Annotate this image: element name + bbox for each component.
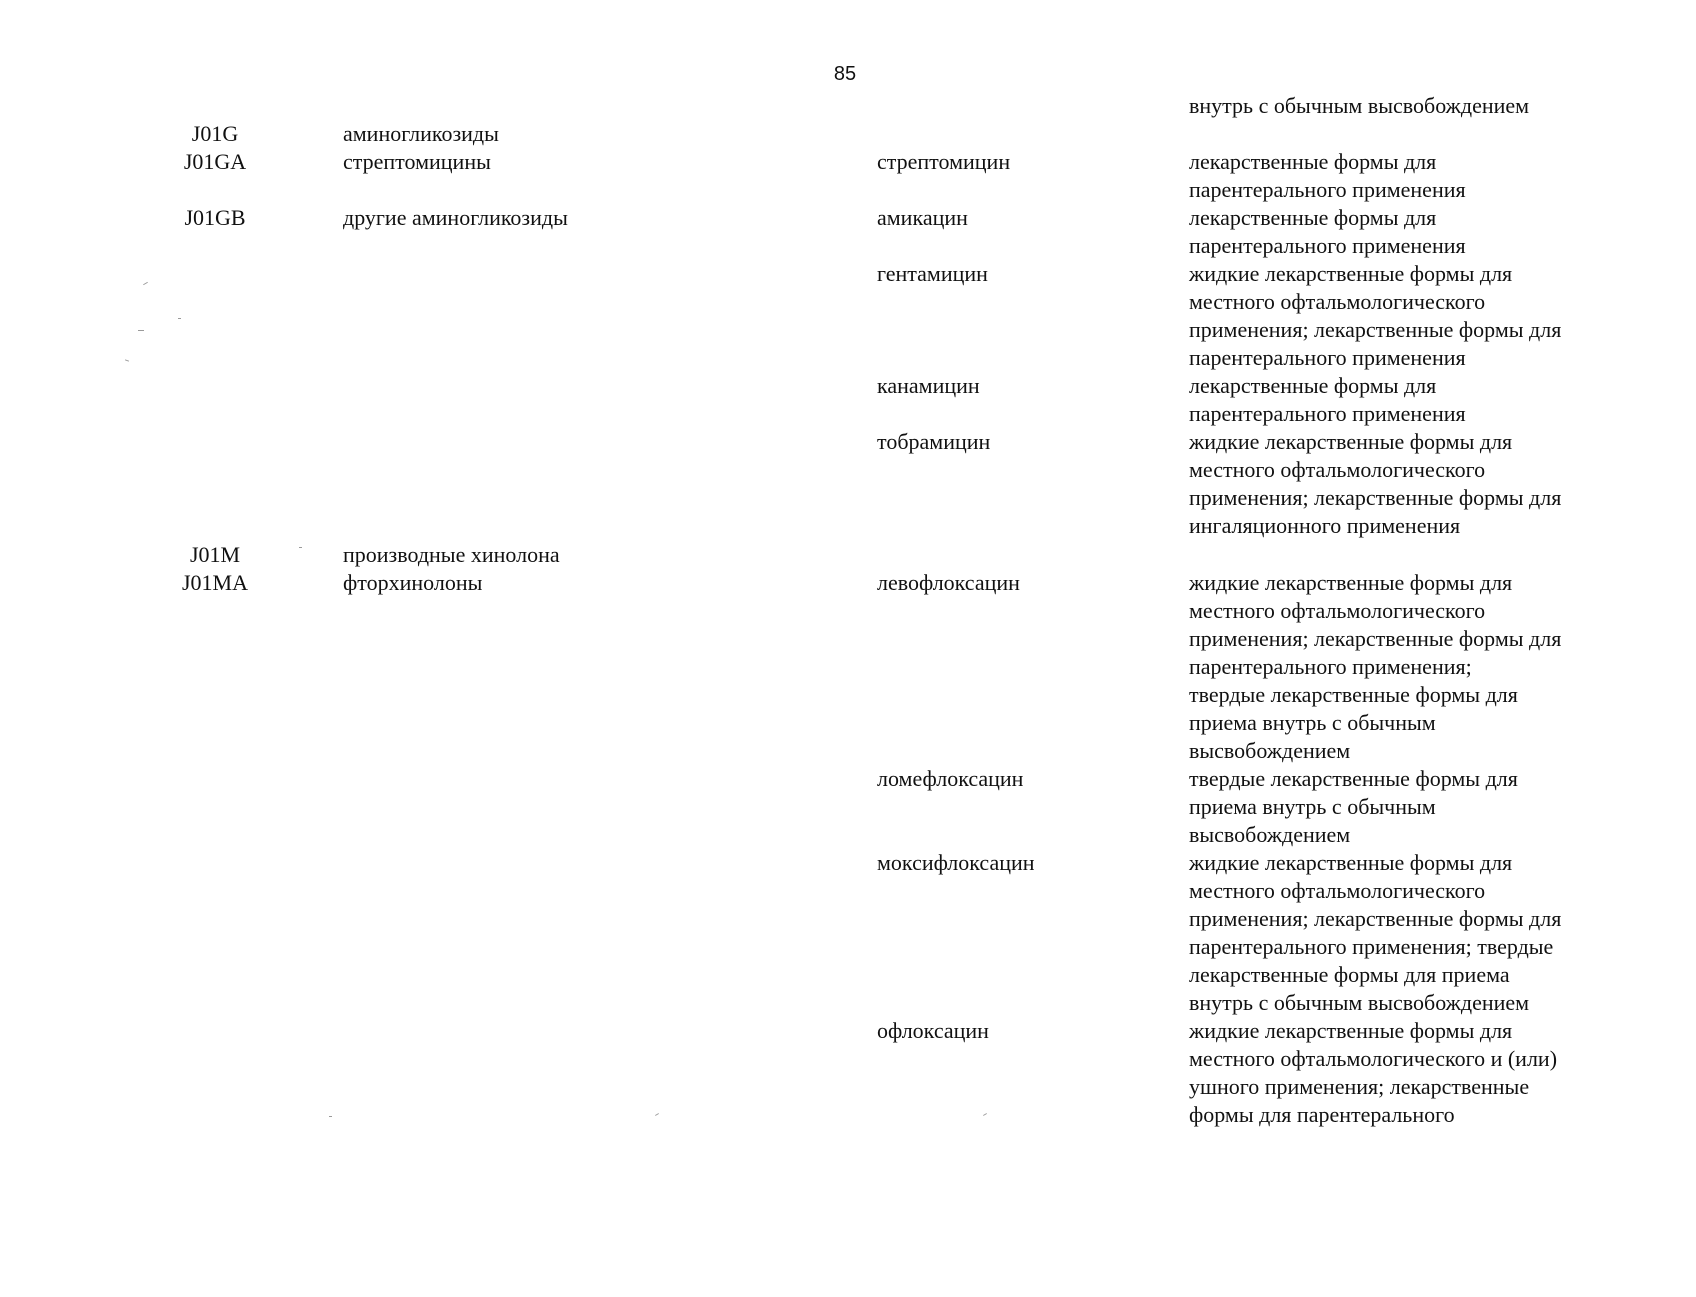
dosage-form-line: местного офтальмологического xyxy=(1189,457,1486,482)
dosage-form-line: ушного применения; лекарственные xyxy=(1189,1074,1530,1099)
dosage-form-line: высвобождением xyxy=(1189,738,1351,763)
dosage-form-line: приема внутрь с обычным xyxy=(1189,710,1436,735)
dosage-form-line: местного офтальмологического xyxy=(1189,878,1486,903)
dosage-forms xyxy=(1189,260,1629,372)
atc-code: J01GA xyxy=(183,149,247,174)
page-number: 85 xyxy=(833,63,857,85)
drug-name: амикацин xyxy=(877,205,968,230)
dosage-form-line: парентерального применения xyxy=(1189,401,1466,426)
atc-code: J01M xyxy=(189,542,241,567)
scan-speck xyxy=(299,547,302,548)
atc-code: J01MA xyxy=(181,570,248,595)
atc-group-name: производные хинолона xyxy=(343,542,560,567)
dosage-form-line: твердые лекарственные формы для xyxy=(1189,766,1518,791)
dosage-forms xyxy=(1189,765,1629,849)
atc-group-name: аминогликозиды xyxy=(343,121,499,146)
dosage-forms xyxy=(1189,1017,1629,1129)
dosage-form-line: парентерального применения; xyxy=(1189,654,1472,679)
dosage-form-line: парентерального применения; твердые xyxy=(1189,934,1554,959)
scan-speck xyxy=(138,330,144,331)
dosage-form-line: парентерального применения xyxy=(1189,345,1466,370)
dosage-form-line: местного офтальмологического xyxy=(1189,598,1486,623)
dosage-form-line: жидкие лекарственные формы для xyxy=(1189,429,1513,454)
atc-group-name: стрептомицины xyxy=(343,149,491,174)
table-row xyxy=(0,1017,1696,1297)
dosage-form-line: приема внутрь с обычным xyxy=(1189,794,1436,819)
dosage-form-line: твердые лекарственные формы для xyxy=(1189,682,1518,707)
dosage-forms xyxy=(1189,849,1629,1017)
drug-name: стрептомицин xyxy=(877,149,1011,174)
atc-code: J01GB xyxy=(184,205,246,230)
scan-speck xyxy=(178,318,181,319)
dosage-form-line: лекарственные формы для приема xyxy=(1189,962,1510,987)
dosage-forms xyxy=(1189,204,1629,260)
dosage-form-line: применения; лекарственные формы для xyxy=(1189,317,1562,342)
dosage-form-line: внутрь с обычным высвобождением xyxy=(1189,93,1530,118)
drug-name: офлоксацин xyxy=(877,1018,989,1043)
dosage-form-line: применения; лекарственные формы для xyxy=(1189,626,1562,651)
dosage-form-line: лекарственные формы для xyxy=(1189,205,1437,230)
dosage-form-line: жидкие лекарственные формы для xyxy=(1189,261,1513,286)
dosage-form-line: лекарственные формы для xyxy=(1189,149,1437,174)
dosage-form-line: ингаляционного применения xyxy=(1189,513,1461,538)
drug-name: гентамицин xyxy=(877,261,988,286)
dosage-form-line: жидкие лекарственные формы для xyxy=(1189,1018,1513,1043)
scan-speck xyxy=(329,1116,332,1117)
dosage-form-line: формы для парентерального xyxy=(1189,1102,1455,1127)
atc-group-name: другие аминогликозиды xyxy=(343,205,568,230)
dosage-forms xyxy=(1189,92,1629,120)
dosage-form-line: жидкие лекарственные формы для xyxy=(1189,570,1513,595)
drug-name: ломефлоксацин xyxy=(877,766,1024,791)
atc-code: J01G xyxy=(191,121,239,146)
dosage-form-line: парентерального применения xyxy=(1189,233,1466,258)
drug-name: левофлоксацин xyxy=(877,570,1020,595)
dosage-form-line: жидкие лекарственные формы для xyxy=(1189,850,1513,875)
dosage-form-line: парентерального применения xyxy=(1189,177,1466,202)
dosage-form-line: высвобождением xyxy=(1189,822,1351,847)
dosage-form-line: местного офтальмологического xyxy=(1189,289,1486,314)
dosage-form-line: применения; лекарственные формы для xyxy=(1189,485,1562,510)
dosage-form-line: внутрь с обычным высвобождением xyxy=(1189,990,1530,1015)
dosage-forms xyxy=(1189,148,1629,204)
drug-name: канамицин xyxy=(877,373,980,398)
dosage-forms xyxy=(1189,569,1629,765)
dosage-forms xyxy=(1189,372,1629,428)
drug-name: моксифлоксацин xyxy=(877,850,1035,875)
drug-name: тобрамицин xyxy=(877,429,991,454)
atc-group-name: фторхинолоны xyxy=(343,570,483,595)
dosage-form-line: применения; лекарственные формы для xyxy=(1189,906,1562,931)
dosage-form-line: лекарственные формы для xyxy=(1189,373,1437,398)
dosage-form-line: местного офтальмологического и (или) xyxy=(1189,1046,1558,1071)
dosage-forms xyxy=(1189,428,1629,540)
